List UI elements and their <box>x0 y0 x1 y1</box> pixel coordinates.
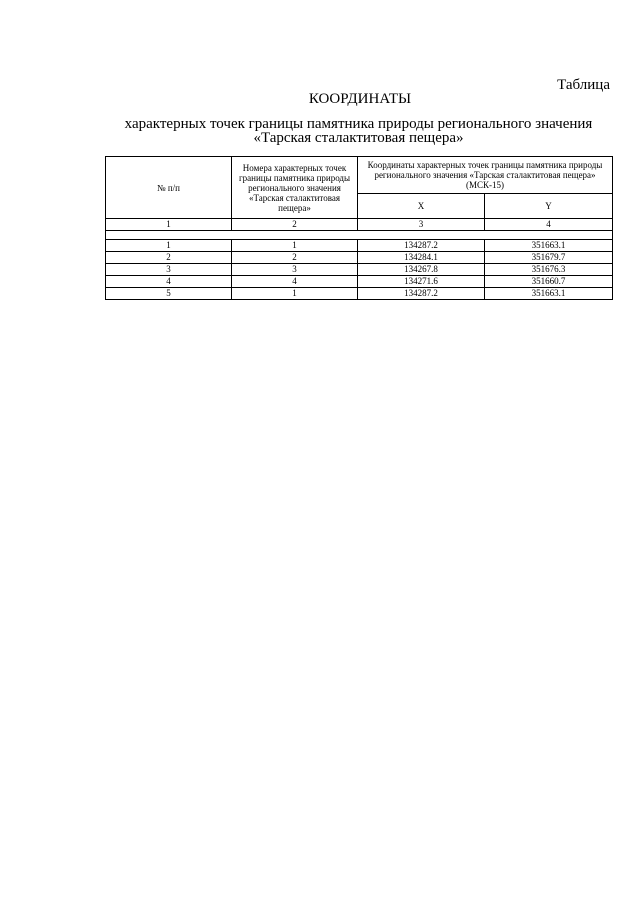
numbering-cell: 3 <box>358 219 485 231</box>
subtitle-line-1: характерных точек границы памятника природы регионального значения <box>124 116 593 132</box>
coordinates-table <box>105 156 613 300</box>
table-row <box>106 240 613 252</box>
point-number: 1 <box>232 288 358 300</box>
header-coordinates: Координаты характерных точек границы памятника природы регионального значения «Тарская сталактитовая пещера» (МСК-15) <box>358 157 613 194</box>
document-title: КООРДИНАТЫ <box>308 91 412 107</box>
numbering-cell: 1 <box>106 219 232 231</box>
row-number: 2 <box>106 252 232 264</box>
subtitle-line-2: «Тарская сталактитовая пещера» <box>253 130 464 146</box>
coord-y: 351676.3 <box>485 264 613 276</box>
point-number: 2 <box>232 252 358 264</box>
coord-x: 134287.2 <box>358 288 485 300</box>
header-x: X <box>358 194 485 219</box>
point-number: 1 <box>232 240 358 252</box>
table-row <box>106 252 613 264</box>
row-number: 4 <box>106 276 232 288</box>
row-number: 1 <box>106 240 232 252</box>
table-row <box>106 264 613 276</box>
coord-x: 134267.8 <box>358 264 485 276</box>
row-number: 3 <box>106 264 232 276</box>
header-y: Y <box>485 194 613 219</box>
table-row <box>106 288 613 300</box>
document-subtitle <box>105 117 612 145</box>
table-label: Таблица <box>557 77 610 93</box>
numbering-cell: 2 <box>232 219 358 231</box>
coord-y: 351663.1 <box>485 240 613 252</box>
coord-x: 134287.2 <box>358 240 485 252</box>
coord-y: 351663.1 <box>485 288 613 300</box>
header-number: № п/п <box>106 157 232 219</box>
numbering-row <box>106 219 613 231</box>
point-number: 3 <box>232 264 358 276</box>
coord-y: 351679.7 <box>485 252 613 264</box>
coord-y: 351660.7 <box>485 276 613 288</box>
coord-x: 134284.1 <box>358 252 485 264</box>
coord-x: 134271.6 <box>358 276 485 288</box>
header-row <box>106 157 613 194</box>
numbering-cell: 4 <box>485 219 613 231</box>
point-number: 4 <box>232 276 358 288</box>
table-row <box>106 276 613 288</box>
empty-cell <box>106 231 613 240</box>
header-point-number: Номера характерных точек границы памятника природы регионального значения «Тарская сталактитовая пещера» <box>232 157 358 219</box>
empty-row <box>106 231 613 240</box>
row-number: 5 <box>106 288 232 300</box>
